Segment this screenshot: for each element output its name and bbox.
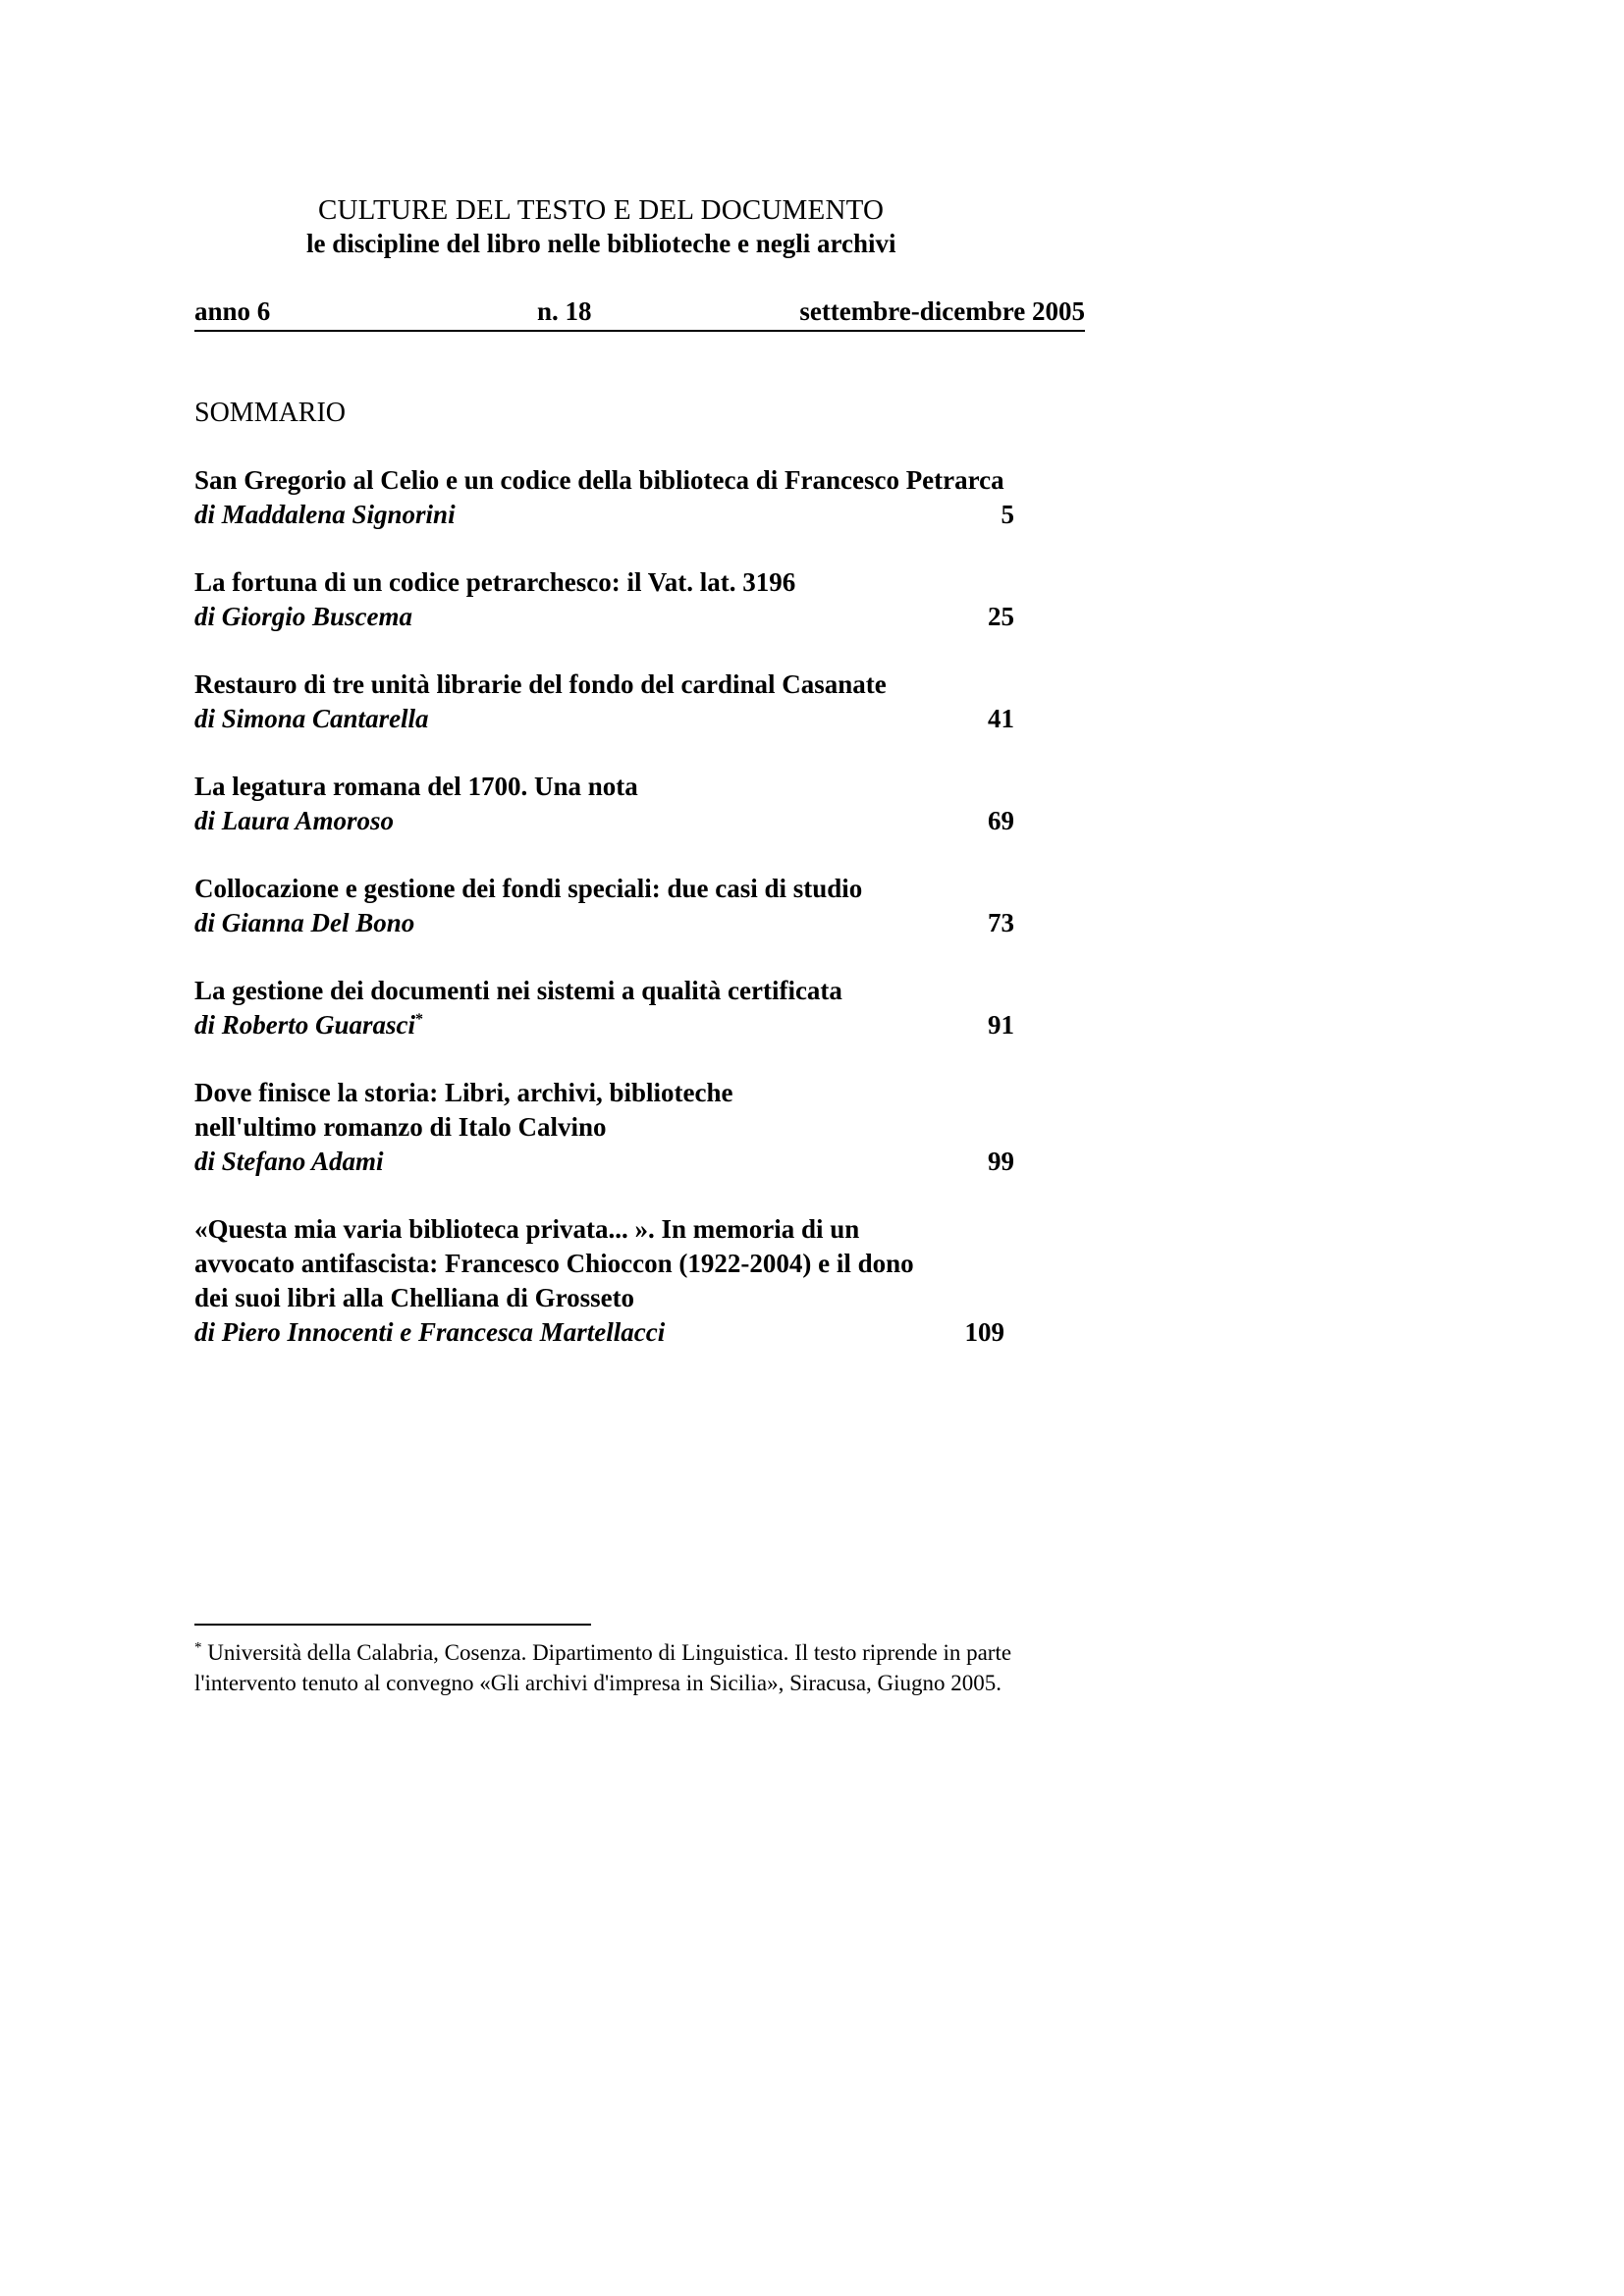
toc-entry	[194, 1076, 1098, 1179]
issue-year: anno 6	[194, 296, 271, 326]
toc-entry-page: 91	[988, 1010, 1014, 1040]
toc-entry-author: di Maddalena Signorini	[194, 500, 456, 529]
toc-author-row	[194, 1145, 1098, 1179]
footnote-divider	[194, 1624, 591, 1626]
journal-subtitle: le discipline del libro nelle biblioteche e negli archivi	[306, 229, 896, 258]
footnote	[194, 1637, 1090, 1698]
toc-entry-page: 41	[988, 704, 1014, 733]
toc-entry-page: 69	[988, 806, 1014, 835]
summary-heading: SOMMARIO	[194, 398, 347, 428]
footnote-mark: *	[194, 1639, 202, 1656]
issue-info	[194, 296, 1085, 332]
toc-author-row	[194, 702, 1098, 736]
toc-entry	[194, 974, 1098, 1042]
toc-entry-page: 99	[988, 1147, 1014, 1176]
toc-entry	[194, 1212, 1098, 1350]
toc-author-row	[194, 906, 1098, 940]
issue-date: settembre-dicembre 2005	[799, 296, 1085, 326]
toc-entry-author: di Giorgio Buscema	[194, 602, 413, 631]
toc-entry-title: «Questa mia varia biblioteca privata... ». In memoria di un avvocato antifascista: Francesco Chioccon (1922-2004) e il dono dei suoi libri alla Chelliana di Grosseto	[194, 1214, 914, 1312]
table-of-contents	[194, 463, 1098, 1383]
toc-entry	[194, 872, 1098, 940]
toc-entry	[194, 770, 1098, 838]
toc-entry-author: di Laura Amoroso	[194, 806, 395, 835]
toc-entry-author	[194, 1010, 423, 1040]
toc-entry	[194, 463, 1098, 532]
issue-number: n. 18	[537, 296, 592, 326]
toc-entry-title: Collocazione e gestione dei fondi speciali: due casi di studio	[194, 874, 863, 903]
toc-author-row	[194, 498, 1098, 532]
toc-entry-title: La legatura romana del 1700. Una nota	[194, 772, 638, 801]
toc-entry-author: di Piero Innocenti e Francesca Martellacci	[194, 1317, 666, 1347]
toc-author-row	[194, 600, 1098, 634]
toc-entry-title: Dove finisce la storia: Libri, archivi, biblioteche nell'ultimo romanzo di Italo Calvino	[194, 1078, 733, 1142]
toc-entry-author: di Simona Cantarella	[194, 704, 429, 733]
footnote-reference: *	[415, 1011, 424, 1028]
toc-entry-title: San Gregorio al Celio e un codice della biblioteca di Francesco Petrarca	[194, 465, 1004, 495]
toc-entry-author: di Gianna Del Bono	[194, 908, 415, 937]
toc-author-row	[194, 1315, 1098, 1350]
footnote-text: Università della Calabria, Cosenza. Dipartimento di Linguistica. Il testo riprende in parte l'intervento tenuto al convegno «Gli archivi d'impresa in Sicilia», Siracusa, Giugno 2005.	[194, 1640, 1012, 1695]
journal-title: CULTURE DEL TESTO E DEL DOCUMENTO	[318, 194, 885, 226]
toc-entry-page: 73	[988, 908, 1014, 937]
toc-entry	[194, 667, 1098, 736]
toc-entry	[194, 565, 1098, 634]
toc-author-row	[194, 804, 1098, 838]
toc-entry-title: Restauro di tre unità librarie del fondo del cardinal Casanate	[194, 669, 887, 699]
toc-entry-title: La fortuna di un codice petrarchesco: il Vat. lat. 3196	[194, 567, 796, 597]
toc-entry-page: 109	[964, 1317, 1004, 1347]
toc-entry-page: 25	[988, 602, 1014, 631]
toc-entry-title: La gestione dei documenti nei sistemi a qualità certificata	[194, 976, 842, 1005]
toc-entry-page: 5	[1001, 500, 1014, 529]
toc-author-row	[194, 1008, 1098, 1042]
toc-entry-author-name: di Roberto Guarasci	[194, 1010, 416, 1040]
toc-entry-author: di Stefano Adami	[194, 1147, 384, 1176]
